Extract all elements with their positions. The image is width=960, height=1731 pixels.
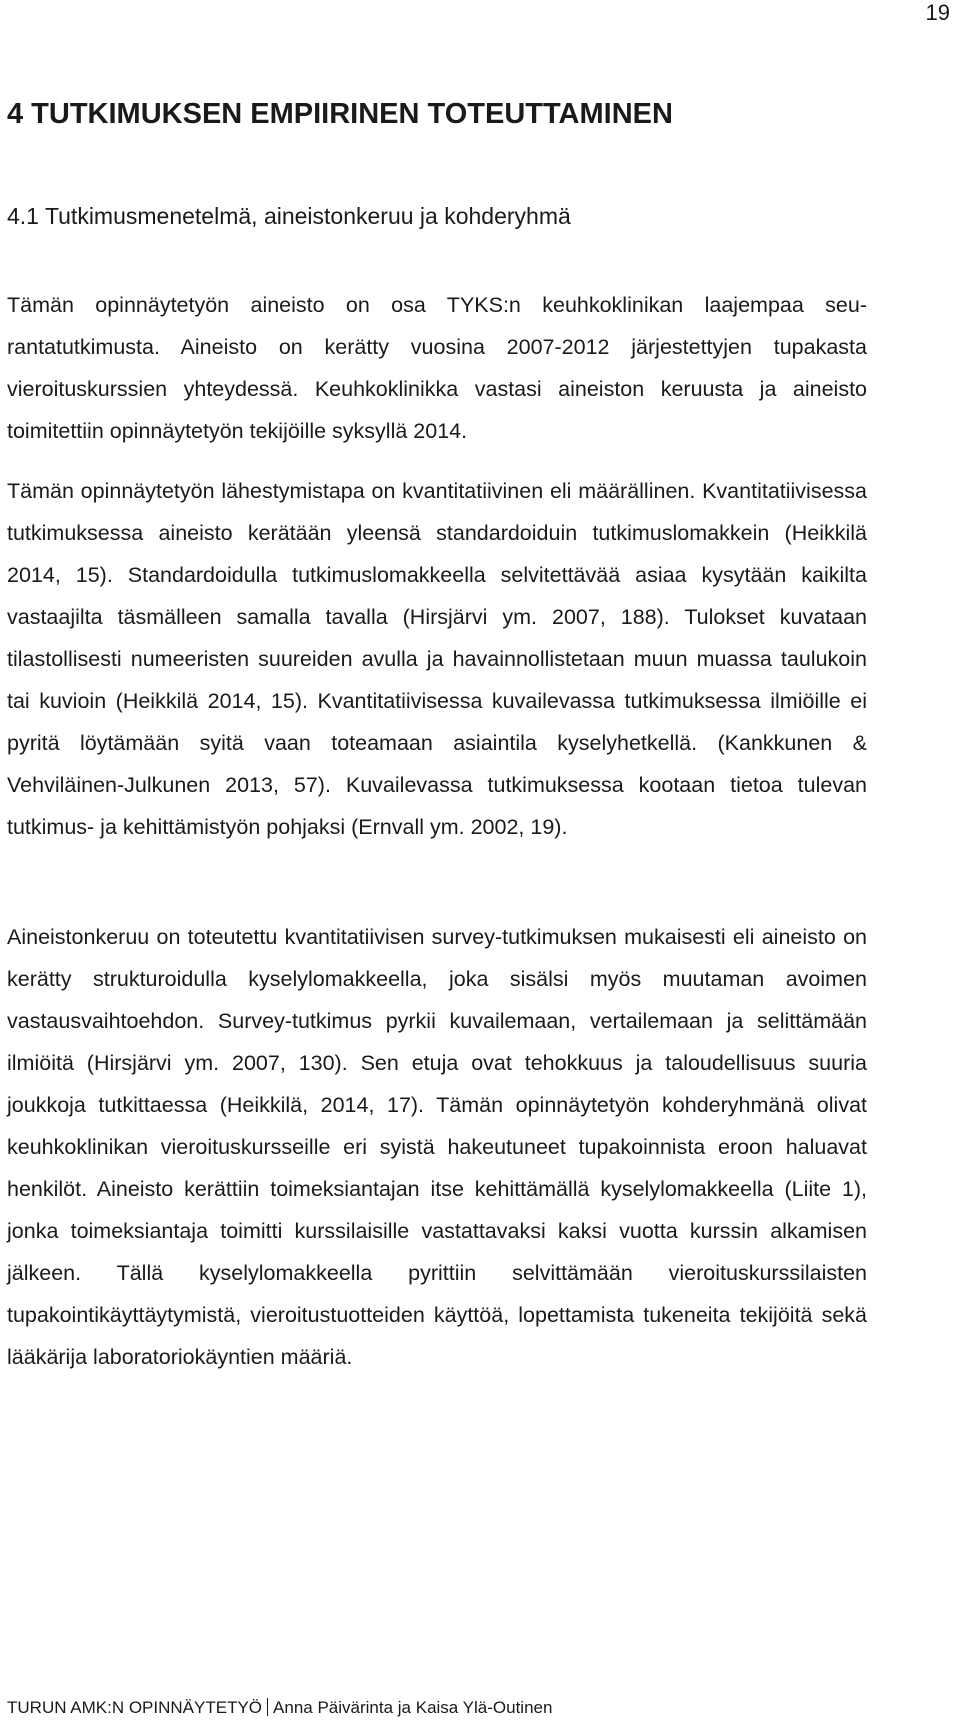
page-footer [7, 1696, 552, 1720]
footer-authors: Anna Päivärinta ja Kaisa Ylä-Outinen [273, 1698, 553, 1717]
footer-separator [267, 1698, 268, 1716]
section-heading: 4.1 Tutkimusmenetelmä, aineistonkeruu ja kohderyhmä [7, 203, 571, 229]
chapter-heading: 4 TUTKIMUKSEN EMPIIRINEN TOTEUTTAMINEN [7, 98, 673, 130]
paragraph-data-collection: Aineistonkeruu on toteutettu kvantitatiivisen survey-tutkimuksen mukaisesti eli aineisto on kerätty strukturoidulla kyselylomakkeella, joka sisälsi myös muutaman avoimen vastausvaihtoehdon. Survey-tutkimus pyrkii kuvailemaan, vertailemaan ja selittämään ilmiöitä (Hirsjärvi ym. 2007, 130). Sen etuja ovat tehokkuus ja taloudellisuus suuria joukkoja tutkittaessa (Heikkilä, 2014, 17). Tämän opinnäytetyön kohderyhmänä olivat keuhkoklinikan vieroituskursseille eri syistä hakeutuneet tupakoinnista eroon haluavat henkilöt. Aineisto kerättiin toimeksiantajan itse kehittämällä kyselylomakkeella (Liite 1), jonka toimeksiantaja toimitti kurssilaisille vastattavaksi kaksi vuotta kurssin alkamisen jälkeen. Tällä kyselylomakkeella pyrittiin selvittämään vieroituskurssilaisten tupakointikäyttäytymistä, vieroitustuotteiden käyttöä, lopettamista tukeneita tekijöitä sekä lääkärija laboratoriokäyntien määriä. [7, 925, 867, 1369]
page-number: 19 [925, 0, 950, 25]
footer-institution: TURUN AMK:N OPINNÄYTETYÖ [7, 1698, 263, 1717]
paragraph-data-source: Tämän opinnäytetyön aineisto on osa TYKS:n keuhkoklinikan laajempaa seurantatutkimusta. Aineisto on kerätty vuosina 2007-2012 järjestettyjen tupakasta vieroituskurssien yhteydessä. Keuhkoklinikka vastasi aineiston keruusta ja aineisto toimitettiin opinnäytetyön tekijöille syksyllä 2014. [7, 293, 867, 443]
paragraph-research-approach: Tämän opinnäytetyön lähestymistapa on kvantitatiivinen eli määrällinen. Kvantitatiivisessa tutkimuksessa aineisto kerätään yleensä standardoiduin tutkimuslomakkein (Heikkilä 2014, 15). Standardoidulla tutkimuslomakkeella selvitettävää asiaa kysytään kaikilta vastaajilta täsmälleen samalla tavalla (Hirsjärvi ym. 2007, 188). Tulokset kuvataan tilastollisesti numeeristen suureiden avulla ja havainnollistetaan muun muassa taulukoin tai kuvioin (Heikkilä 2014, 15). Kvantitatiivisessa kuvailevassa tutkimuksessa ilmiöille ei pyritä löytämään syitä vaan toteamaan asiaintila kyselyhetkellä. (Kankkunen & Vehviläinen-Julkunen 2013, 57). Kuvailevassa tutkimuksessa kootaan tietoa tulevan tutkimus- ja kehittämistyön pohjaksi (Ernvall ym. 2002, 19). [7, 479, 867, 839]
